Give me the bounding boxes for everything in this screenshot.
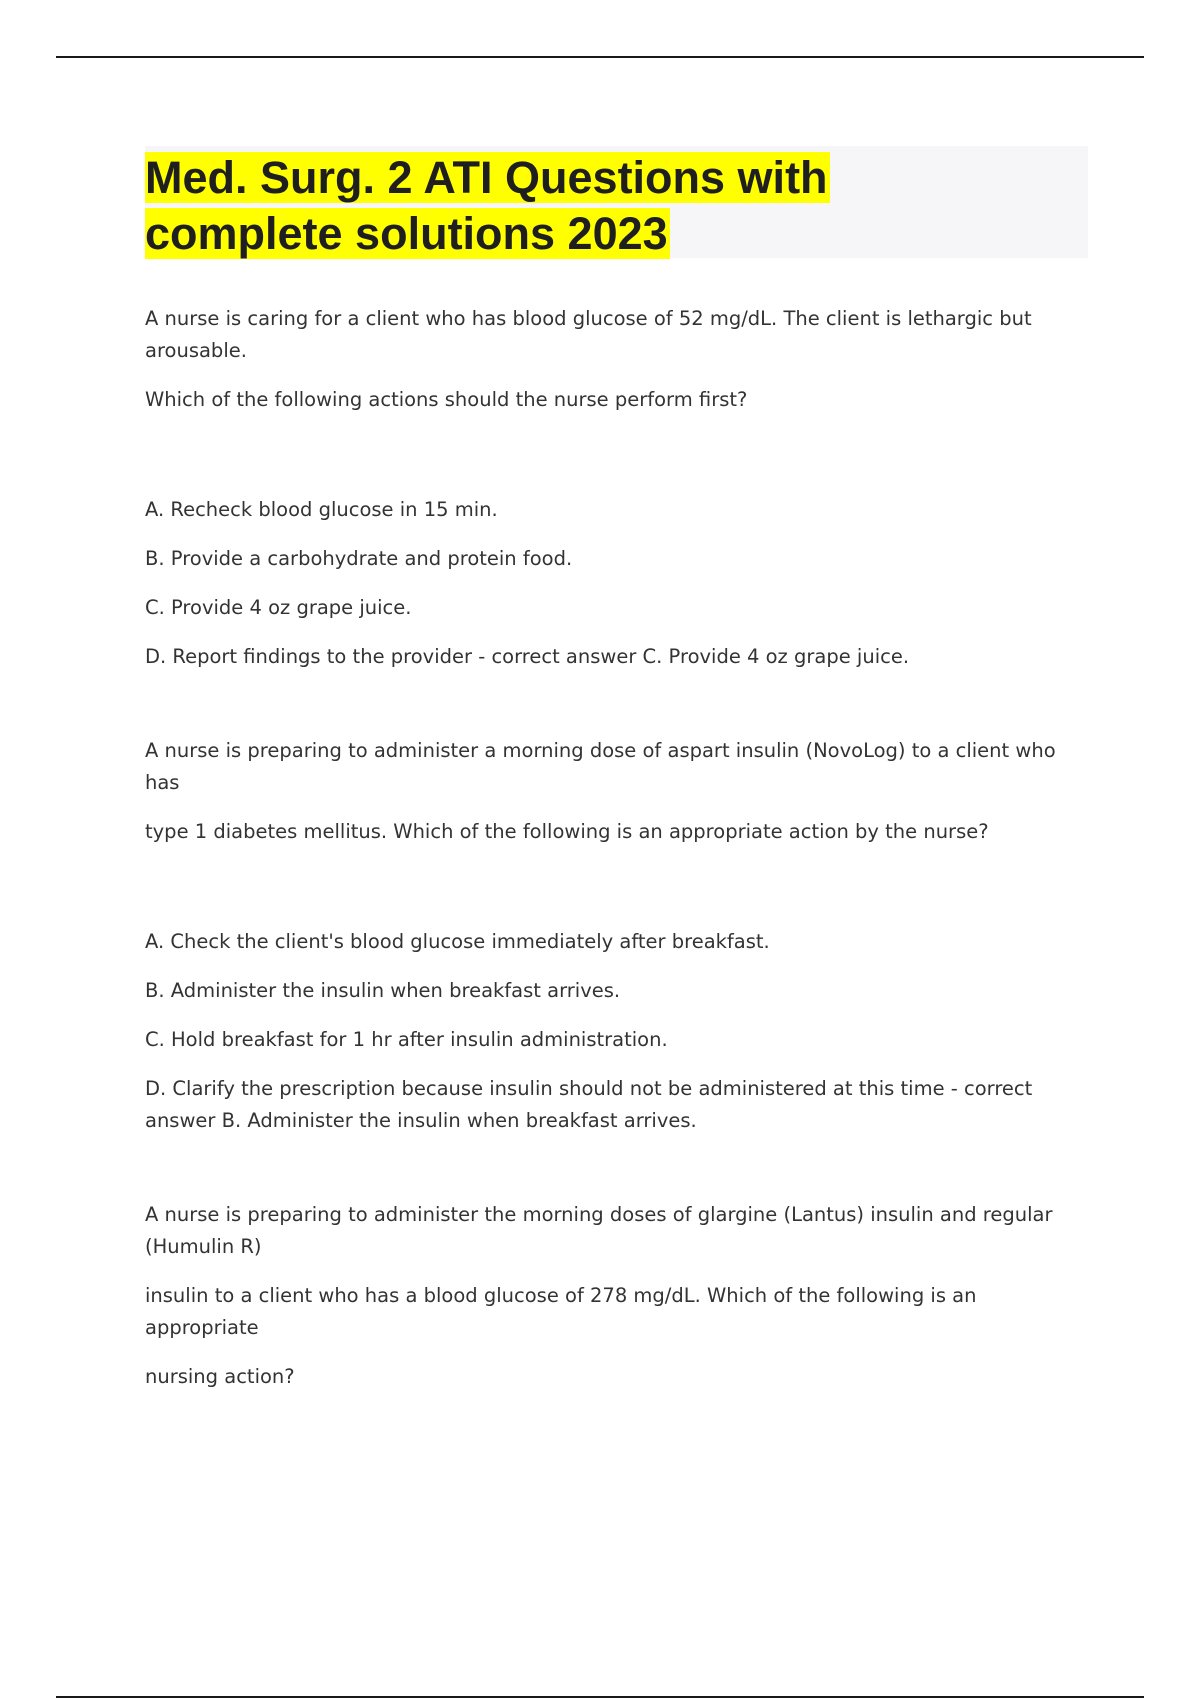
document-body (145, 303, 1075, 1393)
question-1-stem-1: A nurse is caring for a client who has blood glucose of 52 mg/dL. The client is lethargic but arousable. (145, 307, 1032, 362)
title-line-1: Med. Surg. 2 ATI Questions with (145, 152, 828, 203)
question-2-option-d: D. Clarify the prescription because insulin should not be administered at this time - correct answer B. Administer the insulin when breakfast arrives. (145, 1077, 1033, 1132)
header-rule (56, 56, 1144, 58)
footer-rule (56, 1696, 1144, 1698)
document-title (145, 146, 905, 262)
question-2-option-b: B. Administer the insulin when breakfast arrives. (145, 979, 621, 1002)
question-2-option-c: C. Hold breakfast for 1 hr after insulin administration. (145, 1028, 668, 1051)
question-2-option-a: A. Check the client's blood glucose immediately after breakfast. (145, 930, 770, 953)
question-1-stem-2: Which of the following actions should the nurse perform first? (145, 388, 748, 411)
question-2-stem-1: A nurse is preparing to administer a morning dose of aspart insulin (NovoLog) to a client who has (145, 739, 1056, 794)
question-1-option-a: A. Recheck blood glucose in 15 min. (145, 498, 498, 521)
question-3-stem-3: nursing action? (145, 1365, 295, 1388)
title-block (145, 146, 1088, 258)
question-3-stem-1: A nurse is preparing to administer the morning doses of glargine (Lantus) insulin and regular (Humulin R) (145, 1203, 1053, 1258)
question-2-stem-2: type 1 diabetes mellitus. Which of the following is an appropriate action by the nurse? (145, 820, 989, 843)
question-1-option-b: B. Provide a carbohydrate and protein food. (145, 547, 573, 570)
question-3-stem-2: insulin to a client who has a blood glucose of 278 mg/dL. Which of the following is an appropriate (145, 1284, 977, 1339)
title-line-2: complete solutions 2023 (145, 208, 668, 259)
question-1-option-c: C. Provide 4 oz grape juice. (145, 596, 412, 619)
question-1-option-d: D. Report findings to the provider - correct answer C. Provide 4 oz grape juice. (145, 645, 910, 668)
